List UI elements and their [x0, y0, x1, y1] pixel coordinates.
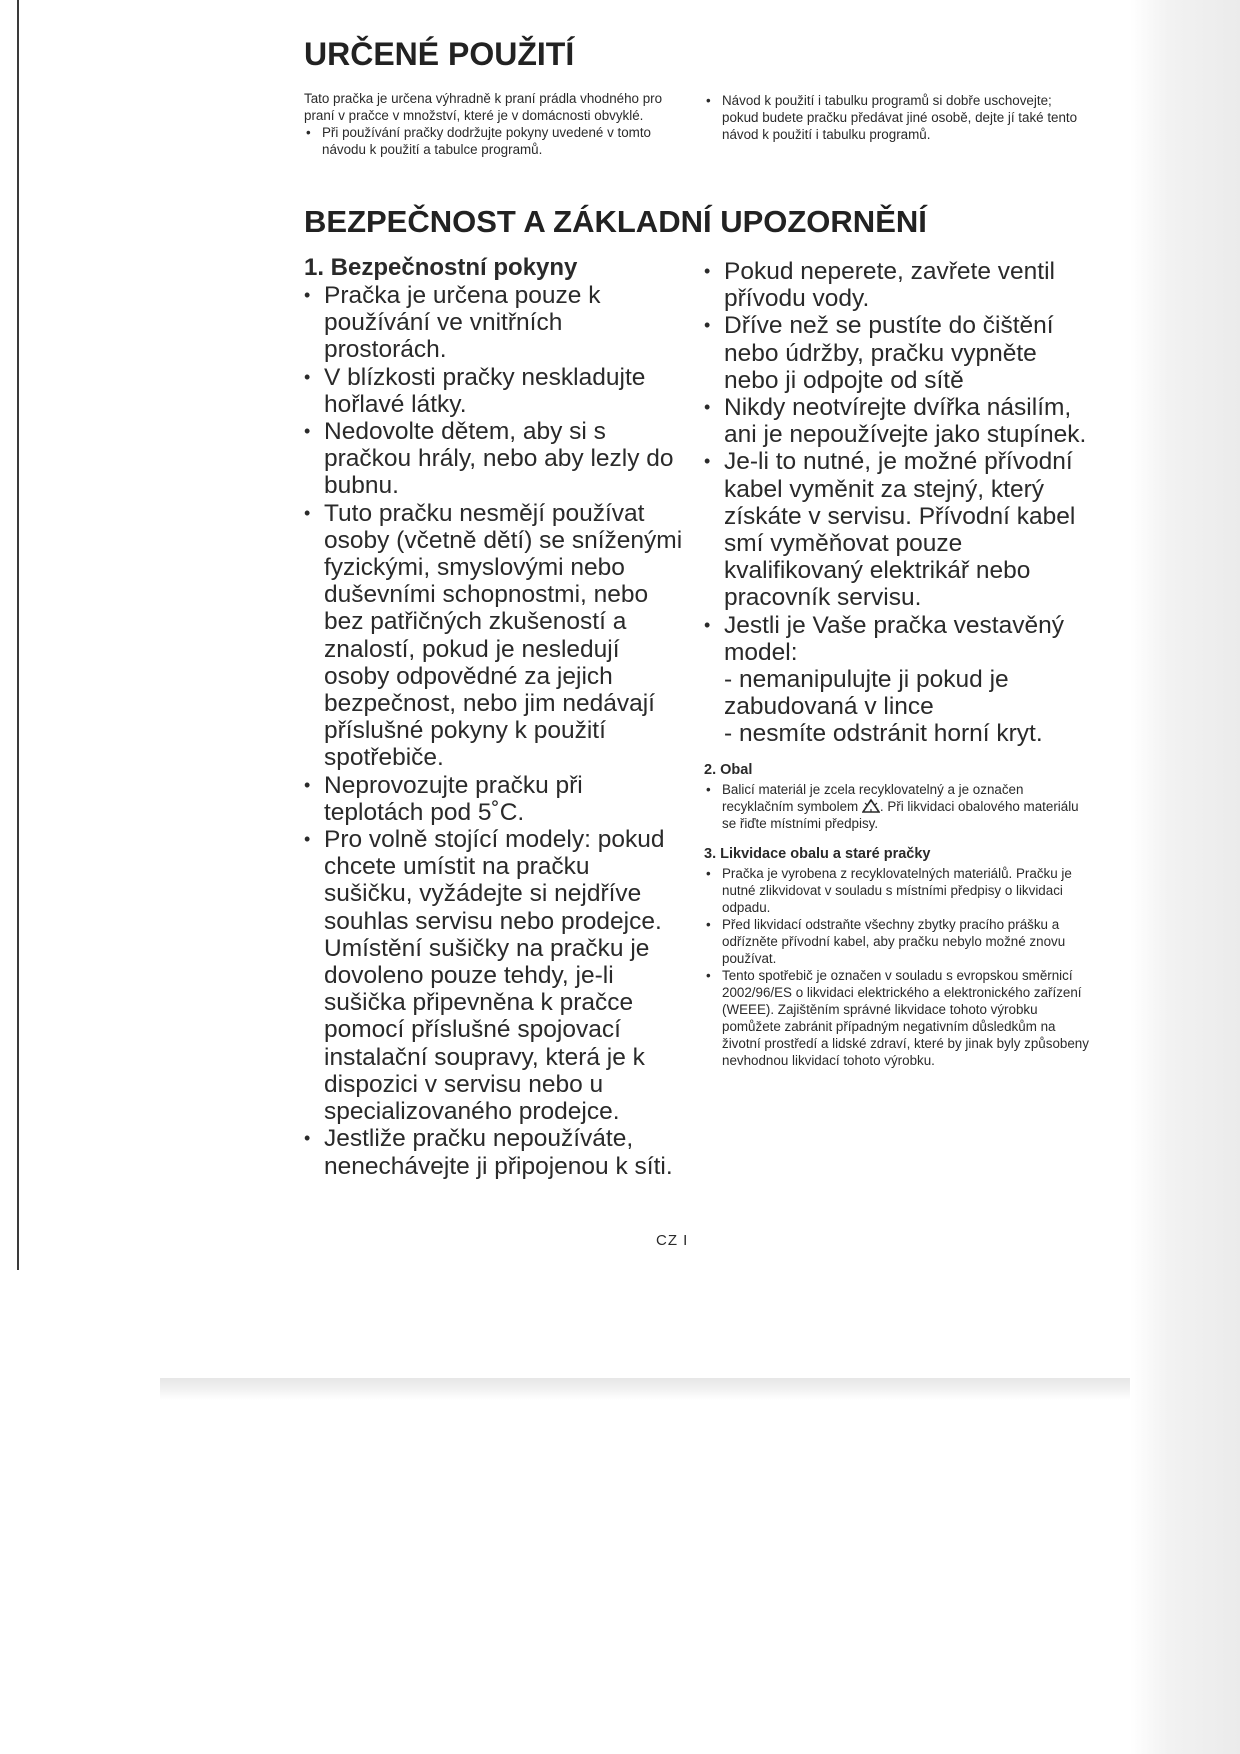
packaging-text: Balicí materiál je zcela recyklovatelný a je označen recyklačním symbolem	[722, 781, 1024, 814]
intended-use-right-column	[704, 92, 1084, 143]
list-item: • Je-li to nutné, je možné přívodní kabel vyměnit za stejný, který získáte v servisu. Přívodní kabel smí vyměňovat pouze kvalifikovaný elektrikář nebo pracovník servisu.	[704, 448, 1094, 611]
builtin-dash-item: - nesmíte odstránit horní kryt.	[724, 720, 1043, 748]
scan-bottom-shadow	[160, 1378, 1130, 1400]
disposal-heading: 3. Likvidace obalu a staré pračky	[704, 845, 931, 862]
intended-use-left-column	[304, 90, 684, 158]
safety-list-right	[704, 258, 1094, 666]
packaging-list	[704, 781, 1094, 832]
recycle-triangle-icon	[862, 799, 880, 813]
intended-use-left-list	[304, 124, 684, 158]
packaging-text-end: . Při likvidaci obalového materiálu se řiďte místními předpisy.	[722, 798, 1079, 831]
list-item: • Nikdy neotvírejte dvířka násilím, ani je nepoužívejte jako stupínek.	[704, 394, 1094, 448]
list-item	[704, 781, 1094, 832]
builtin-dash-item: - nemanipulujte ji pokud je zabudovaná v lince	[724, 666, 1009, 721]
disposal-list	[704, 865, 1094, 1069]
scan-page-edge	[1130, 0, 1240, 1754]
list-item: • Tuto pračku nesmějí používat osoby (včetně dětí) se sníženými fyzickými, smyslovými nebo duševními schopnostmi, nebo bez patřičných zkušeností a znalostí, pokud je nesledují osoby odpovědné za jejich bezpečnost, nebo jim nedávají příslušné pokyny k použití spotřebiče.	[304, 500, 684, 772]
section-title-intended-use: URČENÉ POUŽITÍ	[304, 36, 575, 72]
list-item: • Pračka je určena pouze k používání ve vnitřních prostorách.	[304, 282, 684, 364]
intended-use-paragraph: Tato pračka je určena výhradně k praní prádla vhodného pro praní v pračce v množství, které je v domácnosti obvyklé.	[304, 91, 663, 123]
list-item: • Návod k použití i tabulku programů si dobře uschovejte; pokud budete pračku předávat jiné osobě, dejte jí také tento návod k použití i tabulku programů.	[704, 92, 1084, 143]
safety-right-column	[704, 258, 1094, 1069]
scan-border-line	[17, 0, 19, 1270]
list-item: • Jestli je Vaše pračka vestavěný model:	[704, 612, 1094, 666]
safety-instructions-heading: 1. Bezpečnostní pokyny	[304, 254, 578, 281]
list-item: • Pro volně stojící modely: pokud chcete umístit na pračku sušičku, vyžádejte si nejdříve souhlas servisu nebo prodejce. Umístění sušičky na pračku je dovoleno pouze tehdy, je-li sušička připevněna k pračce pomocí příslušné spojovací instalační soupravy, která je k dispozici v servisu nebo u specializovaného prodejce.	[304, 826, 684, 1125]
list-item: • Neprovozujte pračku při teplotách pod 5˚C.	[304, 772, 684, 826]
list-item: • Pokud neperete, zavřete ventil přívodu vody.	[704, 258, 1094, 312]
safety-left-column	[304, 254, 684, 1180]
page-number: CZ I	[656, 1232, 689, 1249]
list-item: • Dříve než se pustíte do čištění nebo údržby, pračku vypněte nebo ji odpojte od sítě	[704, 312, 1094, 394]
list-item: • Jestliže pračku nepoužíváte, nenechávejte ji připojenou k síti.	[304, 1125, 684, 1179]
list-item: • Tento spotřebič je označen v souladu s evropskou směrnicí 2002/96/ES o likvidaci elektrického a elektronického zařízení (WEEE). Zajištěním správné likvidace tohoto výrobku pomůžete zabránit případným negativním důsledkům na životní prostředí a lidské zdraví, které by jinak byly způsobeny nevhodnou likvidací tohoto výrobku.	[704, 967, 1094, 1069]
intended-use-right-list	[704, 92, 1084, 143]
packaging-heading: 2. Obal	[704, 761, 753, 778]
list-item: • V blízkosti pračky neskladujte hořlavé látky.	[304, 364, 684, 418]
list-item: • Před likvidací odstraňte všechny zbytky pracího prášku a odřízněte přívodní kabel, aby pračku nebylo možné znovu používat.	[704, 916, 1094, 967]
list-item: • Pračka je vyrobena z recyklovatelných materiálů. Pračku je nutné zlikvidovat v souladu s místními předpisy o likvidaci odpadu.	[704, 865, 1094, 916]
safety-list-left	[304, 282, 684, 1180]
list-item: • Při používání pračky dodržujte pokyny uvedené v tomto návodu k použití a tabulce programů.	[304, 124, 684, 158]
section-title-safety: BEZPEČNOST A ZÁKLADNÍ UPOZORNĚNÍ	[304, 204, 927, 239]
list-item: • Nedovolte dětem, aby si s pračkou hrály, nebo aby lezly do bubnu.	[304, 418, 684, 500]
